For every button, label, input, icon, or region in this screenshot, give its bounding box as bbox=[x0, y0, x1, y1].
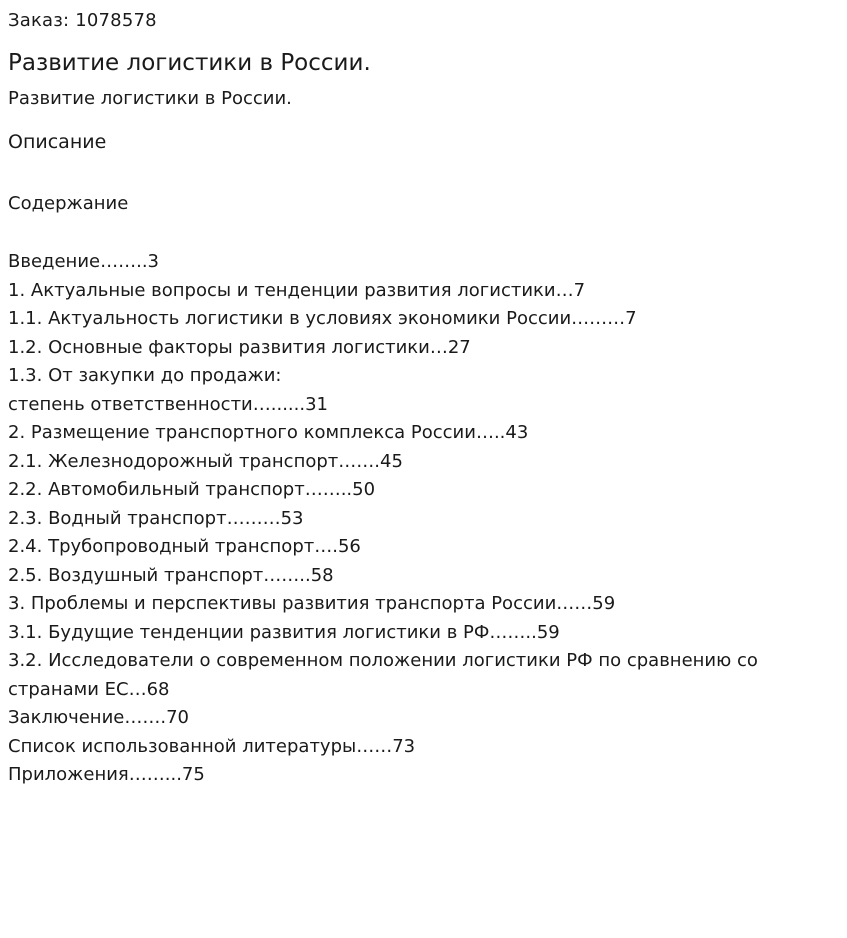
toc-item: 2.3. Водный транспорт………53 bbox=[8, 507, 304, 529]
toc-item: 1.2. Основные факторы развития логистики…27 bbox=[8, 336, 471, 358]
toc-item: 1.1. Актуальность логистики в условиях экономики России………7 bbox=[8, 308, 637, 329]
toc-item: 1. Актуальные вопросы и тенденции развития логистики…7 bbox=[8, 279, 586, 301]
toc-item: 2.1. Железнодорожный транспорт…….45 bbox=[8, 450, 403, 472]
contents-heading: Содержание bbox=[8, 193, 129, 214]
toc-item: Введение……..3 bbox=[8, 251, 159, 272]
toc-item: 2.2. Автомобильный транспорт……..50 bbox=[8, 479, 376, 500]
toc-item: 1.3. От закупки до продажи: bbox=[8, 365, 282, 386]
toc-item: 3.2. Исследователи о современном положении логистики РФ по сравнению со странами ЕС…68 bbox=[8, 650, 758, 700]
toc-item: 3. Проблемы и перспективы развития транспорта России……59 bbox=[8, 593, 616, 614]
page-subtitle: Развитие логистики в России. bbox=[8, 88, 292, 109]
toc-item: Заключение…….70 bbox=[8, 707, 189, 728]
toc-item: 2. Размещение транспортного комплекса России…..43 bbox=[8, 422, 529, 443]
description-heading: Описание bbox=[8, 131, 107, 153]
order-number: Заказ: 1078578 bbox=[8, 10, 157, 31]
toc-item: 2.5. Воздушный транспорт……..58 bbox=[8, 564, 334, 586]
toc-item: Приложения……...75 bbox=[8, 764, 205, 785]
toc-item: 3.1. Будущие тенденции развития логистики в РФ……..59 bbox=[8, 621, 560, 643]
toc-item: степень ответственности…......31 bbox=[8, 393, 328, 415]
page-title: Развитие логистики в России. bbox=[8, 50, 371, 76]
toc-item: Список использованной литературы……73 bbox=[8, 735, 416, 757]
toc-item: 2.4. Трубопроводный транспорт….56 bbox=[8, 536, 361, 557]
table-of-contents bbox=[8, 248, 828, 790]
